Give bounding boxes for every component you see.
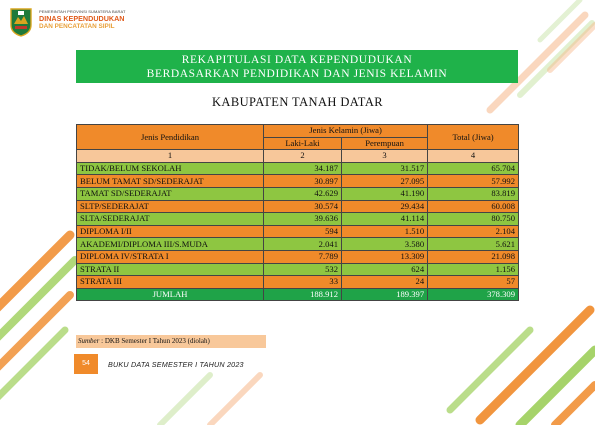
male-count: 30.897 [264,175,342,188]
banner-line-2: BERDASARKAN PENDIDIKAN DAN JENIS KELAMIN [146,68,448,80]
header-education: Jenis Pendidikan [77,125,264,150]
female-count: 624 [342,263,428,276]
column-number: 1 [77,150,264,163]
education-level: STRATA II [77,263,264,276]
agency-name: DINAS KEPENDUDUKAN [39,14,125,23]
female-count: 29.434 [342,200,428,213]
total-count: 65.704 [428,162,519,175]
female-count: 24 [342,276,428,289]
total-male: 188.912 [264,288,342,301]
population-education-table [76,124,519,301]
total-count: 2.104 [428,225,519,238]
grand-total: 378.309 [428,288,519,301]
province-label: PEMERINTAH PROVINSI SUMATERA BARAT [39,9,126,14]
column-number: 2 [264,150,342,163]
table-row [77,225,519,238]
education-level: AKADEMI/DIPLOMA III/S.MUDA [77,238,264,251]
education-level: SLTA/SEDERAJAT [77,213,264,226]
male-count: 33 [264,276,342,289]
source-note [76,335,266,348]
male-count: 39.636 [264,213,342,226]
total-count: 80.750 [428,213,519,226]
total-count: 83.819 [428,187,519,200]
total-female: 189.397 [342,288,428,301]
male-count: 594 [264,225,342,238]
total-label: JUMLAH [77,288,264,301]
page-number: 54 [74,354,98,374]
agency-logo [8,7,126,37]
decorative-stripes-bottom-left [150,365,280,425]
education-level: STRATA III [77,276,264,289]
female-count: 27.095 [342,175,428,188]
education-level: SLTP/SEDERAJAT [77,200,264,213]
total-row [77,288,519,301]
female-count: 41.190 [342,187,428,200]
agency-subname: DAN PENCATATAN SIPIL [39,23,115,30]
male-count: 42.629 [264,187,342,200]
table-row [77,263,519,276]
female-count: 13.309 [342,250,428,263]
education-level: DIPLOMA IV/STRATA I [77,250,264,263]
banner-line-1: REKAPITULASI DATA KEPENDUDUKAN [181,54,413,66]
total-count: 57.992 [428,175,519,188]
total-count: 1.156 [428,263,519,276]
table-row [77,162,519,175]
table-row [77,213,519,226]
male-count: 2.041 [264,238,342,251]
total-count: 5.621 [428,238,519,251]
total-count: 21.098 [428,250,519,263]
education-level: DIPLOMA I/II [77,225,264,238]
total-count: 57 [428,276,519,289]
table-row [77,276,519,289]
table-row [77,238,519,251]
book-title: BUKU DATA SEMESTER I TAHUN 2023 [108,360,244,369]
header-total: Total (Jiwa) [428,125,519,150]
female-count: 1.510 [342,225,428,238]
source-label: Sumber [78,337,100,345]
column-number: 3 [342,150,428,163]
male-count: 7.789 [264,250,342,263]
header-gender-group: Jenis Kelamin (Jiwa) [264,125,428,138]
decorative-stripes-bottom-right [440,280,595,425]
male-count: 30.574 [264,200,342,213]
education-level: BELUM TAMAT SD/SEDERAJAT [77,175,264,188]
column-number: 4 [428,150,519,163]
source-text: : DKB Semester I Tahun 2023 (diolah) [99,337,210,345]
table-row [77,187,519,200]
header-female: Perempuan [342,137,428,150]
header-male: Laki-Laki [264,137,342,150]
total-count: 60.008 [428,200,519,213]
male-count: 34.187 [264,162,342,175]
title-banner [76,50,518,83]
table-row [77,175,519,188]
table-row [77,250,519,263]
female-count: 3.580 [342,238,428,251]
female-count: 31.517 [342,162,428,175]
region-title: KABUPATEN TANAH DATAR [212,95,383,109]
table-row [77,200,519,213]
education-level: TIDAK/BELUM SEKOLAH [77,162,264,175]
province-crest-icon [8,7,34,37]
education-level: TAMAT SD/SEDERAJAT [77,187,264,200]
male-count: 532 [264,263,342,276]
female-count: 41.114 [342,213,428,226]
